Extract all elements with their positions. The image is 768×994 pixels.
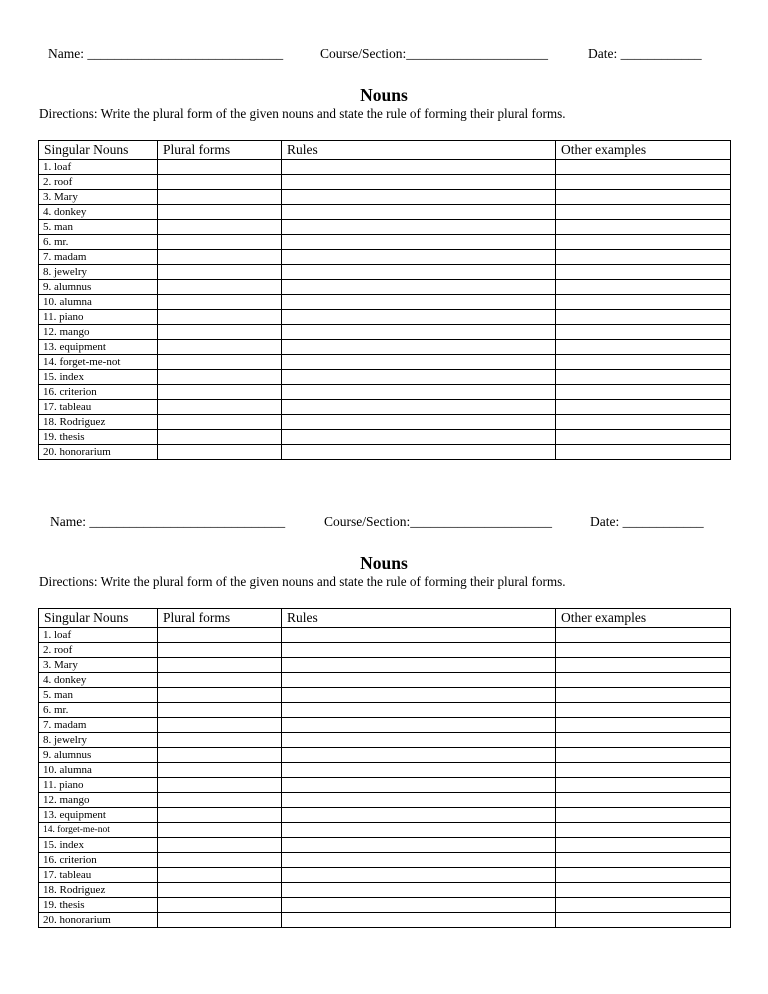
rule-cell[interactable] [282, 823, 556, 838]
plural-form-cell[interactable] [158, 295, 282, 310]
rule-cell[interactable] [282, 703, 556, 718]
table-row [39, 703, 731, 718]
name-field[interactable]: Name: _____________________________ [48, 46, 284, 61]
other-examples-cell[interactable] [556, 868, 731, 883]
singular-noun-cell: 5. man [39, 688, 158, 703]
singular-noun-cell: 6. mr. [39, 235, 158, 250]
plural-form-cell[interactable] [158, 733, 282, 748]
singular-noun-cell: 7. madam [39, 718, 158, 733]
rule-cell[interactable] [282, 763, 556, 778]
table-row [39, 913, 731, 928]
plural-forms-header: Plural forms [158, 609, 282, 628]
table-header-row [39, 609, 731, 628]
plural-form-cell[interactable] [158, 235, 282, 250]
table-row [39, 838, 731, 853]
rule-cell[interactable] [282, 883, 556, 898]
plural-form-cell[interactable] [158, 280, 282, 295]
date-field[interactable]: Date: ____________ [588, 46, 702, 61]
rule-cell[interactable] [282, 160, 556, 175]
rule-cell[interactable] [282, 898, 556, 913]
worksheet-title: Nouns [360, 85, 408, 105]
singular-noun-cell: 17. tableau [39, 868, 158, 883]
other-examples-cell[interactable] [556, 853, 731, 868]
other-examples-cell[interactable] [556, 838, 731, 853]
rule-cell[interactable] [282, 718, 556, 733]
table-row [39, 733, 731, 748]
other-examples-cell[interactable] [556, 415, 731, 430]
other-examples-cell[interactable] [556, 400, 731, 415]
singular-noun-cell: 3. Mary [39, 658, 158, 673]
singular-noun-cell: 4. donkey [39, 205, 158, 220]
other-examples-cell[interactable] [556, 718, 731, 733]
singular-noun-cell: 2. roof [39, 175, 158, 190]
singular-noun-cell: 19. thesis [39, 898, 158, 913]
table-row [39, 883, 731, 898]
table-row [39, 220, 731, 235]
rule-cell[interactable] [282, 445, 556, 460]
plural-form-cell[interactable] [158, 913, 282, 928]
table-row [39, 160, 731, 175]
directions-text: Directions: Write the plural form of the given nouns and state the rule of forming their plural forms. [39, 574, 566, 589]
plural-form-cell[interactable] [158, 265, 282, 280]
plural-form-cell[interactable] [158, 400, 282, 415]
singular-noun-cell: 9. alumnus [39, 280, 158, 295]
singular-noun-cell: 6. mr. [39, 703, 158, 718]
table-row [39, 808, 731, 823]
plural-form-cell[interactable] [158, 748, 282, 763]
plural-form-cell[interactable] [158, 673, 282, 688]
other-examples-cell[interactable] [556, 703, 731, 718]
other-examples-cell[interactable] [556, 265, 731, 280]
plural-form-cell[interactable] [158, 370, 282, 385]
other-examples-cell[interactable] [556, 370, 731, 385]
table-row [39, 370, 731, 385]
other-examples-cell[interactable] [556, 823, 731, 838]
plural-form-cell[interactable] [158, 325, 282, 340]
other-examples-cell[interactable] [556, 628, 731, 643]
rule-cell[interactable] [282, 853, 556, 868]
plural-form-cell[interactable] [158, 190, 282, 205]
table-row [39, 355, 731, 370]
other-examples-cell[interactable] [556, 763, 731, 778]
singular-noun-cell: 16. criterion [39, 853, 158, 868]
table-row [39, 235, 731, 250]
singular-noun-cell: 15. index [39, 370, 158, 385]
other-examples-cell[interactable] [556, 688, 731, 703]
table-row [39, 430, 731, 445]
other-examples-cell[interactable] [556, 748, 731, 763]
singular-noun-cell: 8. jewelry [39, 733, 158, 748]
rule-cell[interactable] [282, 325, 556, 340]
singular-noun-cell: 1. loaf [39, 628, 158, 643]
plural-form-cell[interactable] [158, 445, 282, 460]
other-examples-cell[interactable] [556, 220, 731, 235]
table-row [39, 265, 731, 280]
singular-noun-cell: 11. piano [39, 778, 158, 793]
other-examples-cell[interactable] [556, 778, 731, 793]
rule-cell[interactable] [282, 220, 556, 235]
plural-form-cell[interactable] [158, 823, 282, 838]
plural-form-cell[interactable] [158, 853, 282, 868]
singular-noun-cell: 17. tableau [39, 400, 158, 415]
rule-cell[interactable] [282, 205, 556, 220]
rule-cell[interactable] [282, 673, 556, 688]
singular-noun-cell: 3. Mary [39, 190, 158, 205]
other-examples-cell[interactable] [556, 235, 731, 250]
singular-noun-cell: 14. forget-me-not [39, 823, 158, 838]
table-row [39, 718, 731, 733]
singular-noun-cell: 15. index [39, 838, 158, 853]
rules-header: Rules [282, 141, 556, 160]
rule-cell[interactable] [282, 295, 556, 310]
plural-form-cell[interactable] [158, 838, 282, 853]
plural-form-cell[interactable] [158, 250, 282, 265]
table-row [39, 280, 731, 295]
rule-cell[interactable] [282, 733, 556, 748]
other-examples-cell[interactable] [556, 250, 731, 265]
table-row [39, 793, 731, 808]
table-row [39, 778, 731, 793]
rule-cell[interactable] [282, 778, 556, 793]
other-examples-cell[interactable] [556, 355, 731, 370]
rule-cell[interactable] [282, 370, 556, 385]
singular-noun-cell: 11. piano [39, 310, 158, 325]
other-examples-cell[interactable] [556, 445, 731, 460]
table-row [39, 658, 731, 673]
rule-cell[interactable] [282, 235, 556, 250]
table-row [39, 295, 731, 310]
table-row [39, 823, 731, 838]
singular-noun-cell: 12. mango [39, 325, 158, 340]
plural-form-cell[interactable] [158, 430, 282, 445]
plural-form-cell[interactable] [158, 778, 282, 793]
singular-noun-cell: 16. criterion [39, 385, 158, 400]
rule-cell[interactable] [282, 868, 556, 883]
rule-cell[interactable] [282, 415, 556, 430]
singular-noun-cell: 7. madam [39, 250, 158, 265]
rule-cell[interactable] [282, 808, 556, 823]
plural-form-cell[interactable] [158, 643, 282, 658]
singular-noun-cell: 20. honorarium [39, 445, 158, 460]
rules-header: Rules [282, 609, 556, 628]
name-field[interactable]: Name: _____________________________ [50, 514, 286, 529]
singular-noun-cell: 1. loaf [39, 160, 158, 175]
table-row [39, 748, 731, 763]
other-examples-cell[interactable] [556, 793, 731, 808]
singular-noun-cell: 10. alumna [39, 295, 158, 310]
other-examples-cell[interactable] [556, 160, 731, 175]
rule-cell[interactable] [282, 913, 556, 928]
other-examples-cell[interactable] [556, 883, 731, 898]
table-row [39, 643, 731, 658]
rule-cell[interactable] [282, 250, 556, 265]
plural-form-cell[interactable] [158, 658, 282, 673]
singular-nouns-header: Singular Nouns [39, 141, 158, 160]
other-examples-cell[interactable] [556, 280, 731, 295]
nouns-table [38, 140, 731, 460]
other-examples-cell[interactable] [556, 898, 731, 913]
plural-form-cell[interactable] [158, 763, 282, 778]
rule-cell[interactable] [282, 175, 556, 190]
plural-form-cell[interactable] [158, 385, 282, 400]
plural-form-cell[interactable] [158, 175, 282, 190]
plural-form-cell[interactable] [158, 868, 282, 883]
singular-noun-cell: 9. alumnus [39, 748, 158, 763]
worksheet-title: Nouns [360, 553, 408, 573]
table-row [39, 310, 731, 325]
other-examples-cell[interactable] [556, 295, 731, 310]
nouns-table [38, 608, 731, 928]
course-section-field[interactable]: Course/Section:_____________________ [324, 514, 552, 529]
singular-noun-cell: 13. equipment [39, 340, 158, 355]
table-row [39, 250, 731, 265]
date-field[interactable]: Date: ____________ [590, 514, 704, 529]
rule-cell[interactable] [282, 385, 556, 400]
other-examples-cell[interactable] [556, 733, 731, 748]
singular-noun-cell: 2. roof [39, 643, 158, 658]
plural-forms-header: Plural forms [158, 141, 282, 160]
table-row [39, 400, 731, 415]
table-row [39, 853, 731, 868]
table-row [39, 628, 731, 643]
directions-text: Directions: Write the plural form of the given nouns and state the rule of forming their plural forms. [39, 106, 566, 121]
plural-form-cell[interactable] [158, 718, 282, 733]
singular-noun-cell: 4. donkey [39, 673, 158, 688]
rule-cell[interactable] [282, 643, 556, 658]
plural-form-cell[interactable] [158, 688, 282, 703]
singular-noun-cell: 8. jewelry [39, 265, 158, 280]
singular-noun-cell: 12. mango [39, 793, 158, 808]
other-examples-cell[interactable] [556, 658, 731, 673]
plural-form-cell[interactable] [158, 220, 282, 235]
singular-nouns-header: Singular Nouns [39, 609, 158, 628]
rule-cell[interactable] [282, 280, 556, 295]
student-info-line [0, 512, 768, 532]
other-examples-cell[interactable] [556, 385, 731, 400]
other-examples-cell[interactable] [556, 430, 731, 445]
plural-form-cell[interactable] [158, 898, 282, 913]
table-row [39, 673, 731, 688]
singular-noun-cell: 13. equipment [39, 808, 158, 823]
table-row [39, 175, 731, 190]
other-examples-cell[interactable] [556, 190, 731, 205]
singular-noun-cell: 19. thesis [39, 430, 158, 445]
rule-cell[interactable] [282, 628, 556, 643]
table-row [39, 445, 731, 460]
plural-form-cell[interactable] [158, 703, 282, 718]
rule-cell[interactable] [282, 658, 556, 673]
table-row [39, 763, 731, 778]
plural-form-cell[interactable] [158, 310, 282, 325]
other-examples-cell[interactable] [556, 808, 731, 823]
plural-form-cell[interactable] [158, 883, 282, 898]
rule-cell[interactable] [282, 190, 556, 205]
table-row [39, 325, 731, 340]
table-header-row [39, 141, 731, 160]
other-examples-cell[interactable] [556, 325, 731, 340]
rule-cell[interactable] [282, 355, 556, 370]
rule-cell[interactable] [282, 265, 556, 280]
table-row [39, 340, 731, 355]
plural-form-cell[interactable] [158, 808, 282, 823]
table-row [39, 205, 731, 220]
other-examples-cell[interactable] [556, 205, 731, 220]
rule-cell[interactable] [282, 430, 556, 445]
table-row [39, 415, 731, 430]
other-examples-header: Other examples [556, 609, 731, 628]
rule-cell[interactable] [282, 838, 556, 853]
rule-cell[interactable] [282, 688, 556, 703]
table-row [39, 898, 731, 913]
rule-cell[interactable] [282, 748, 556, 763]
plural-form-cell[interactable] [158, 340, 282, 355]
table-row [39, 190, 731, 205]
plural-form-cell[interactable] [158, 160, 282, 175]
other-examples-cell[interactable] [556, 340, 731, 355]
table-row [39, 385, 731, 400]
plural-form-cell[interactable] [158, 355, 282, 370]
other-examples-cell[interactable] [556, 175, 731, 190]
rule-cell[interactable] [282, 310, 556, 325]
table-row [39, 868, 731, 883]
course-section-field[interactable]: Course/Section:_____________________ [320, 46, 548, 61]
singular-noun-cell: 14. forget-me-not [39, 355, 158, 370]
plural-form-cell[interactable] [158, 793, 282, 808]
other-examples-cell[interactable] [556, 310, 731, 325]
other-examples-cell[interactable] [556, 673, 731, 688]
rule-cell[interactable] [282, 400, 556, 415]
plural-form-cell[interactable] [158, 415, 282, 430]
singular-noun-cell: 10. alumna [39, 763, 158, 778]
student-info-line [0, 44, 768, 64]
other-examples-cell[interactable] [556, 643, 731, 658]
table-row [39, 688, 731, 703]
other-examples-cell[interactable] [556, 913, 731, 928]
singular-noun-cell: 5. man [39, 220, 158, 235]
plural-form-cell[interactable] [158, 628, 282, 643]
singular-noun-cell: 18. Rodriguez [39, 415, 158, 430]
singular-noun-cell: 18. Rodriguez [39, 883, 158, 898]
plural-form-cell[interactable] [158, 205, 282, 220]
rule-cell[interactable] [282, 340, 556, 355]
singular-noun-cell: 20. honorarium [39, 913, 158, 928]
rule-cell[interactable] [282, 793, 556, 808]
other-examples-header: Other examples [556, 141, 731, 160]
